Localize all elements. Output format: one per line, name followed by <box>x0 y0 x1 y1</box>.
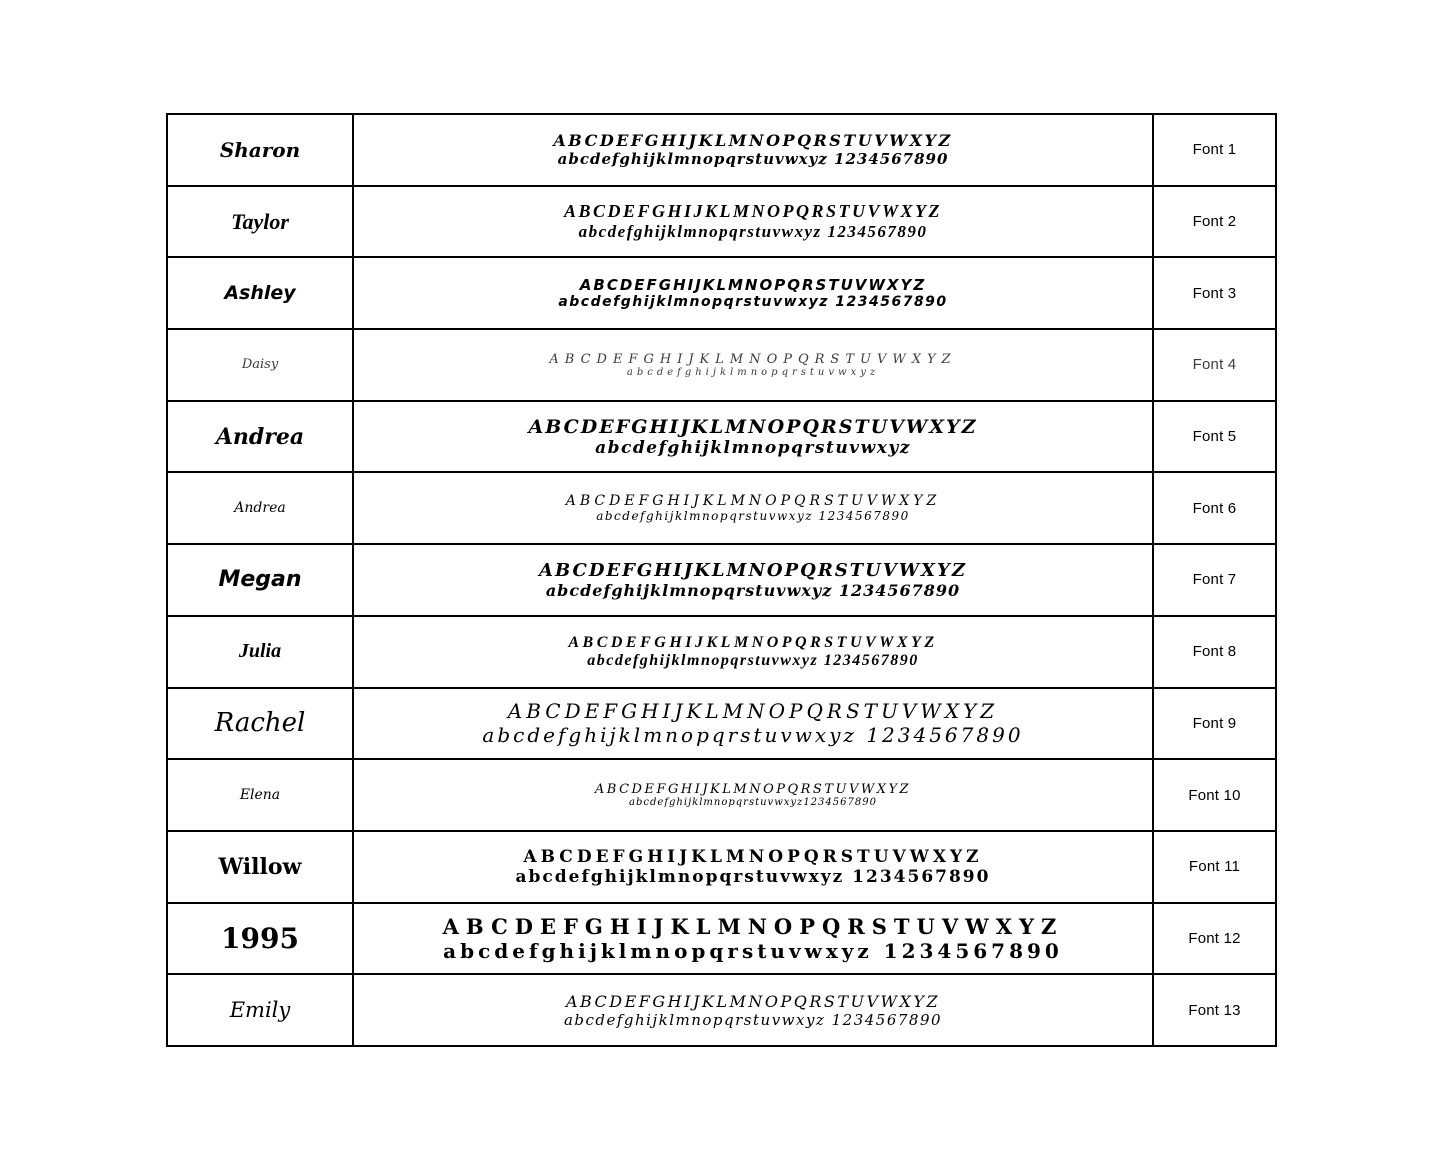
table-row <box>168 617 1275 689</box>
uppercase-alphabet: ABCDEFGHIJKLMNOPQRSTUVWXYZ <box>507 699 999 724</box>
name-sample: Ashley <box>224 282 296 305</box>
name-sample-cell <box>168 975 354 1045</box>
font-label: Font 4 <box>1192 356 1237 374</box>
name-sample-cell <box>168 689 354 759</box>
name-sample: Sharon <box>219 137 301 162</box>
alphabet-sample-cell <box>354 258 1154 328</box>
uppercase-alphabet: ABCDEFGHIJKLMNOPQRSTUVWXYZ <box>579 276 927 295</box>
alphabet-sample-cell <box>354 975 1154 1045</box>
lowercase-alphabet-numbers: abcdefghijklmnopqrstuvwxyz 1234567890 <box>578 222 928 242</box>
table-row <box>168 689 1275 761</box>
uppercase-alphabet: ABCDEFGHIJKLMNOPQRSTUVWXYZ <box>549 351 957 367</box>
name-sample-cell <box>168 115 354 185</box>
alphabet-sample-cell <box>354 904 1154 974</box>
name-sample: Daisy <box>241 357 279 373</box>
alphabet-sample-cell <box>354 545 1154 615</box>
alphabet-sample-cell <box>354 689 1154 759</box>
name-sample: 1995 <box>221 921 299 955</box>
font-label: Font 1 <box>1192 141 1237 159</box>
uppercase-alphabet: ABCDEFGHIJKLMNOPQRSTUVWXYZ <box>442 913 1064 939</box>
table-row <box>168 402 1275 474</box>
alphabet-sample-cell <box>354 832 1154 902</box>
alphabet-sample-cell <box>354 402 1154 472</box>
name-sample-cell <box>168 904 354 974</box>
font-label: Font 5 <box>1192 428 1237 446</box>
font-label: Font 3 <box>1192 284 1237 302</box>
alphabet-sample-cell <box>354 617 1154 687</box>
table-row <box>168 904 1275 976</box>
table-row <box>168 760 1275 832</box>
name-sample-cell <box>168 760 354 830</box>
uppercase-alphabet: ABCDEFGHIJKLMNOPQRSTUVWXYZ <box>563 201 943 222</box>
name-sample: Emily <box>229 998 291 1023</box>
name-sample-cell <box>168 617 354 687</box>
uppercase-alphabet: ABCDEFGHIJKLMNOPQRSTUVWXYZ <box>594 782 912 798</box>
alphabet-sample-cell <box>354 115 1154 185</box>
table-row <box>168 187 1275 259</box>
uppercase-alphabet: ABCDEFGHIJKLMNOPQRSTUVWXYZ <box>568 633 938 651</box>
alphabet-sample-cell <box>354 187 1154 257</box>
uppercase-alphabet: ABCDEFGHIJKLMNOPQRSTUVWXYZ <box>565 991 941 1011</box>
name-sample-cell <box>168 473 354 543</box>
name-sample-cell <box>168 545 354 615</box>
uppercase-alphabet: ABCDEFGHIJKLMNOPQRSTUVWXYZ <box>565 493 941 510</box>
uppercase-alphabet: ABCDEFGHIJKLMNOPQRSTUVWXYZ <box>553 131 953 151</box>
name-sample: Rachel <box>214 708 306 739</box>
lowercase-alphabet-numbers: abcdefghijklmnopqrstuvwxyz 1234567890 <box>557 150 949 169</box>
name-sample: Taylor <box>231 208 289 234</box>
font-label: Font 2 <box>1192 213 1237 231</box>
lowercase-alphabet-numbers: abcdefghijklmnopqrstuvwxyz 1234567890 <box>482 723 1024 748</box>
name-sample-cell <box>168 832 354 902</box>
font-label: Font 7 <box>1192 571 1237 589</box>
uppercase-alphabet: ABCDEFGHIJKLMNOPQRSTUVWXYZ <box>538 559 968 581</box>
table-row <box>168 832 1275 904</box>
lowercase-alphabet-numbers: abcdefghijklmnopqrstuvwxyz 1234567890 <box>545 580 961 600</box>
lowercase-alphabet-numbers: abcdefghijklmnopqrstuvwxyz 1234567890 <box>558 294 948 311</box>
alphabet-sample-cell <box>354 473 1154 543</box>
font-label: Font 10 <box>1188 786 1241 804</box>
lowercase-alphabet-numbers: abcdefghijklmnopqrstuvwxyz 1234567890 <box>563 1010 943 1029</box>
table-row <box>168 975 1275 1045</box>
alphabet-sample-cell <box>354 330 1154 400</box>
font-label: Font 9 <box>1192 714 1237 732</box>
name-sample-cell <box>168 187 354 257</box>
uppercase-alphabet: ABCDEFGHIJKLMNOPQRSTUVWXYZ <box>528 415 978 438</box>
font-label: Font 13 <box>1188 1001 1241 1019</box>
lowercase-alphabet-numbers: abcdefghijklmnopqrstuvwxyz1234567890 <box>629 797 877 809</box>
name-sample: Andrea <box>234 500 286 517</box>
font-label: Font 6 <box>1192 499 1237 517</box>
lowercase-alphabet-numbers: abcdefghijklmnopqrstuvwxyz 1234567890 <box>587 651 919 669</box>
name-sample: Elena <box>239 787 281 804</box>
name-sample-cell <box>168 258 354 328</box>
lowercase-alphabet-numbers: abcdefghijklmnopqrstuvwxyz 1234567890 <box>443 938 1063 963</box>
alphabet-sample-cell <box>354 760 1154 830</box>
table-row <box>168 545 1275 617</box>
name-sample-cell <box>168 330 354 400</box>
lowercase-alphabet-numbers: abcdefghijklmnopqrstuvwxyz 1234567890 <box>515 866 991 887</box>
table-row <box>168 473 1275 545</box>
table-row <box>168 258 1275 330</box>
name-sample: Willow <box>218 853 302 880</box>
name-sample: Megan <box>218 567 302 593</box>
font-sample-table <box>166 113 1277 1047</box>
name-sample: Julia <box>238 640 282 663</box>
font-label: Font 8 <box>1192 643 1237 661</box>
font-label: Font 12 <box>1188 929 1241 947</box>
name-sample: Andrea <box>215 423 305 450</box>
name-sample-cell <box>168 402 354 472</box>
table-row <box>168 330 1275 402</box>
font-label: Font 11 <box>1188 858 1241 876</box>
uppercase-alphabet: ABCDEFGHIJKLMNOPQRSTUVWXYZ <box>523 846 983 867</box>
table-row <box>168 115 1275 187</box>
lowercase-alphabet-numbers: abcdefghijklmnopqrstuvwxyz 1234567890 <box>596 509 910 524</box>
lowercase-alphabet-numbers: abcdefghijklmnopqrstuvwxyz <box>626 366 880 378</box>
lowercase-alphabet-numbers: abcdefghijklmnopqrstuvwxyz <box>595 437 911 458</box>
